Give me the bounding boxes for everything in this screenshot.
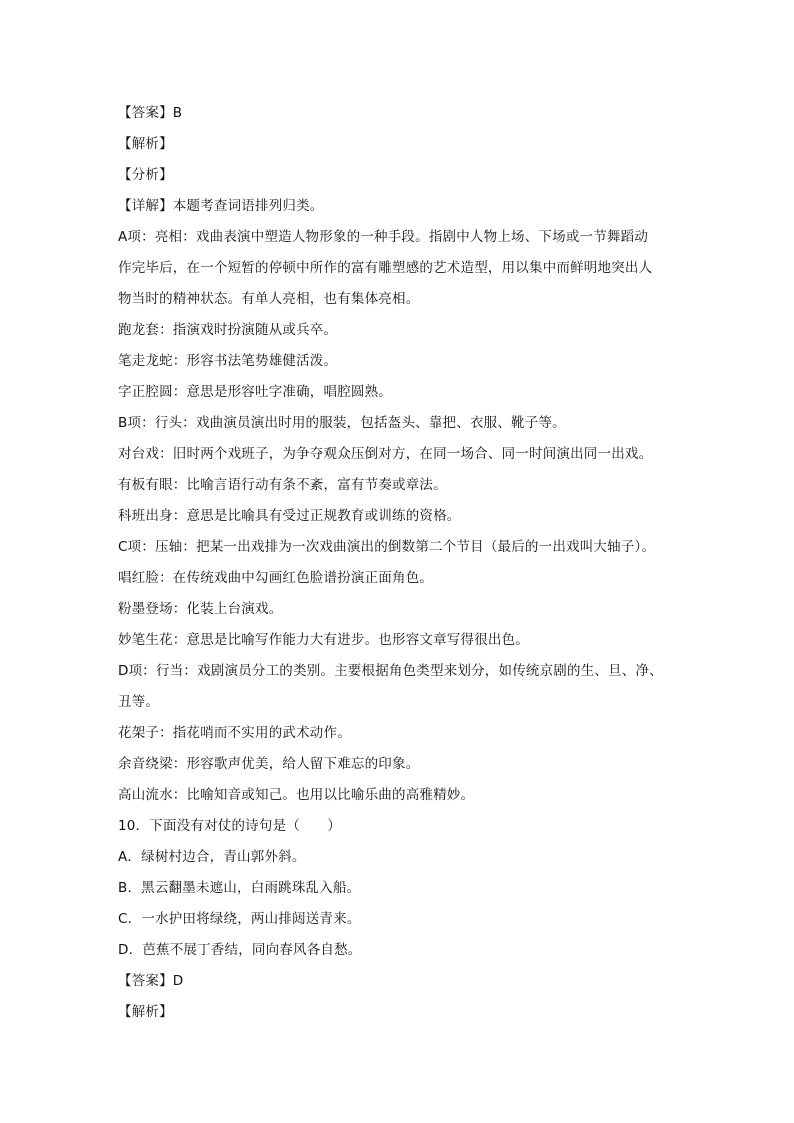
option-c-line: C项：压轴：把某一出戏排为一次戏曲演出的倒数第二个节目（最后的一出戏叫大轴子）。 [118,539,656,555]
term-youbanyouyan: 有板有眼：比喻言语行动有条不紊，富有节奏或章法。 [118,477,447,493]
option-d-line-2: 丑等。 [118,694,160,710]
term-bizoulongshe: 笔走龙蛇：形容书法笔势雄健活泼。 [118,353,338,369]
question-10-option-b: B．黑云翻墨未遮山，白雨跳珠乱入船。 [118,880,361,896]
term-huajiazi: 花架子：指花哨而不实用的武术动作。 [118,725,351,741]
analysis-heading-10: 【解析】 [118,1004,173,1020]
option-b-line: B项：行头：戏曲演员演出时用的服装，包括盔头、靠把、衣服、靴子等。 [118,415,566,431]
option-a-line-1: A项：亮相：戏曲表演中塑造人物形象的一种手段。指剧中人物上场、下场或一节舞蹈动 [118,229,649,245]
question-10-option-c: C．一水护田将绿绕，两山排闼送青来。 [118,911,361,927]
fenxi-heading: 【分析】 [118,167,173,183]
question-10: 10．下面没有对仗的诗句是（ ） [118,818,342,834]
option-a-line-2: 作完毕后，在一个短暂的停顿中所作的富有雕塑感的艺术造型，用以集中而鲜明地突出人 [118,260,653,276]
term-gaoshanliushui: 高山流水：比喻知音或知己。也用以比喻乐曲的高雅精妙。 [118,787,475,803]
term-palongtao: 跑龙套：指演戏时扮演随从或兵卒。 [118,322,338,338]
option-a-line-3: 物当时的精神状态。有单人亮相，也有集体亮相。 [118,291,420,307]
term-zizhengqiangyuan: 字正腔圆：意思是形容吐字准确，唱腔圆熟。 [118,384,392,400]
term-kebanchushen: 科班出身：意思是比喻具有受过正规教育或训练的资格。 [118,508,461,524]
term-miaobishenghua: 妙笔生花：意思是比喻写作能力大有进步。也形容文章写得很出色。 [118,632,529,648]
option-d-line-1: D项：行当：戏剧演员分工的类别。主要根据角色类型来划分，如传统京剧的生、旦、净、 [118,663,663,679]
term-duitaixi: 对台戏：旧时两个戏班子，为争夺观众压倒对方，在同一场合、同一时间演出同一出戏。 [118,446,653,462]
answer-label-9: 【答案】B [118,105,183,121]
analysis-heading: 【解析】 [118,136,173,152]
term-changhonglian: 唱红脸：在传统戏曲中勾画红色脸谱扮演正面角色。 [118,570,434,586]
answer-label-10: 【答案】D [118,973,184,989]
question-10-option-d: D．芭蕉不展丁香结，同向春风各自愁。 [118,942,362,958]
term-fenmodengchang: 粉墨登场：化装上台演戏。 [118,601,283,617]
document-body [118,98,678,1028]
term-yuyinraoliang: 余音绕梁：形容歌声优美，给人留下难忘的印象。 [118,756,420,772]
detail-heading: 【详解】本题考查词语排列归类。 [118,198,324,214]
question-10-option-a: A．绿树村边合，青山郭外斜。 [118,849,306,865]
